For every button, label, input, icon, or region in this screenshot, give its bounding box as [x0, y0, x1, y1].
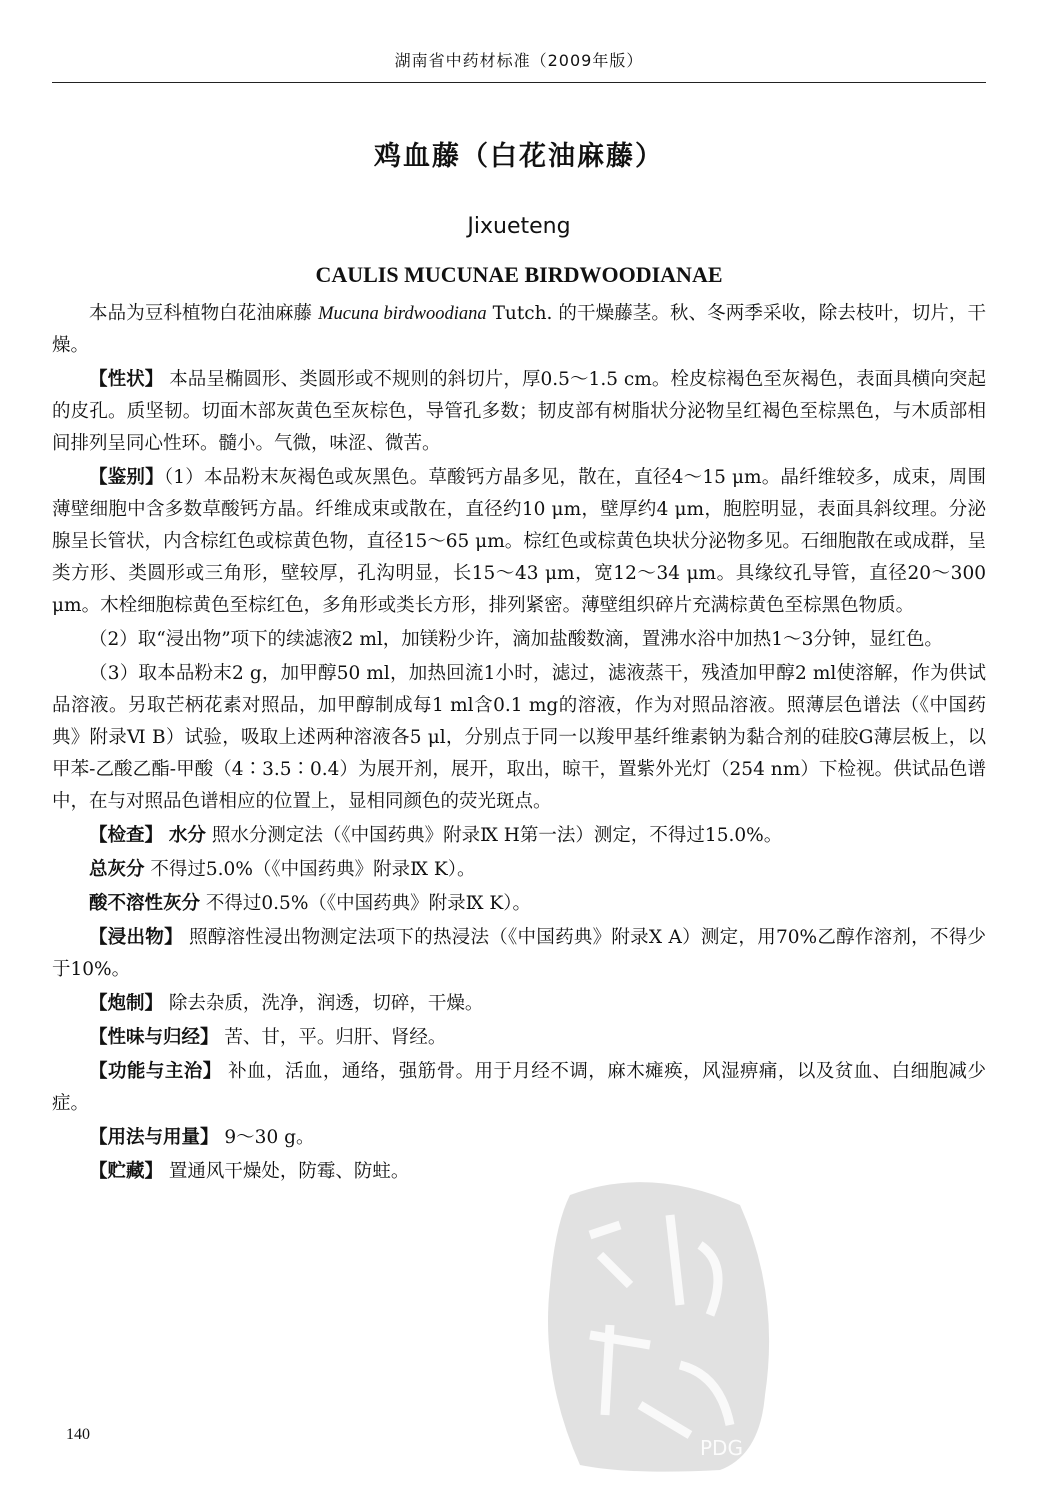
section-yongfa — [52, 1122, 986, 1154]
section-label: 【贮藏】 — [89, 1161, 164, 1182]
section-text: 补血，活血，通络，强筋骨。用于月经不调，麻木瘫痪，风湿痹痛，以及贫血、白细胞减少症。 — [52, 1061, 986, 1114]
section-jiancha — [52, 820, 986, 852]
pinyin-name: Jixueteng — [467, 214, 571, 239]
watermark-label: PDG — [700, 1436, 743, 1460]
jiancha-suanhuifen — [52, 888, 986, 920]
section-label: 【功能与主治】 — [89, 1061, 222, 1082]
running-header: 湖南省中药材标准（2009年版） — [394, 51, 644, 70]
jianbie-paragraph-3: （3）取本品粉末2 g，加甲醇50 ml，加热回流1小时，滤过，滤液蒸干，残渣加甲醇2 ml使溶解，作为供试品溶液。另取芒柄花素对照品，加甲醇制成每1 ml含0.1 mg的溶液，作为对照品溶液。照薄层色谱法（《中国药典》附录Ⅵ B）试验，吸取上述两种溶液各5 μl，分别点于同一以羧甲基纤维素钠为黏合剂的硅胶G薄层板上，以甲苯-乙酸乙酯-甲酸（4∶3.5∶0.4）为展开剂，展开，取出，晾干，置紫外光灯（254 nm）下检视。供试品色谱中，在与对照品色谱相应的位置上，显相同颜色的荧光斑点。 — [52, 663, 986, 812]
section-text: 照醇溶性浸出物测定法项下的热浸法（《中国药典》附录Ⅹ A）测定，用70%乙醇作溶剂，不得少于10%。 — [52, 927, 986, 980]
section-label: 【炮制】 — [89, 993, 164, 1014]
section-label: 【用法与用量】 — [89, 1127, 219, 1148]
subsection-label: 酸不溶性灰分 — [89, 893, 201, 914]
subsection-label: 总灰分 — [89, 859, 145, 880]
latin-name: CAULIS MUCUNAE BIRDWOODIANAE — [315, 262, 723, 287]
monograph-title: 鸡血藤（白花油麻藤） — [374, 141, 664, 172]
section-text: 苦、甘，平。归肝、肾经。 — [224, 1027, 447, 1048]
jiancha-zonghuifen — [52, 854, 986, 886]
section-jianbie — [52, 462, 986, 622]
section-label: 【检查】 — [89, 825, 164, 846]
section-text: 除去杂质，洗净，润透，切碎，干燥。 — [168, 993, 484, 1014]
section-text: 不得过0.5%（《中国药典》附录Ⅸ K）。 — [205, 893, 531, 914]
page-number: 140 — [66, 1426, 90, 1443]
intro-text-end: Tutch. 的干燥藤茎。秋、冬两季采收，除去枝叶，切片，干燥。 — [52, 303, 986, 356]
section-xingwei — [52, 1022, 986, 1054]
section-paozhi — [52, 988, 986, 1020]
intro-text: 本品为豆科植物白花油麻藤 — [89, 303, 319, 324]
section-text: 本品呈椭圆形、类圆形或不规则的斜切片，厚0.5～1.5 cm。栓皮棕褐色至灰褐色，表面具横向突起的皮孔。质坚韧。切面木部灰黄色至灰棕色，导管孔多数；韧皮部有树脂状分泌物呈红褐色至棕黑色，与木质部相间排列呈同心性环。髓小。气微，味涩、微苦。 — [52, 369, 986, 454]
section-label: 【浸出物】 — [89, 927, 183, 948]
section-gongneng — [52, 1056, 986, 1120]
jianbie-paragraph-2: （2）取“浸出物”项下的续滤液2 ml，加镁粉少许，滴加盐酸数滴，置沸水浴中加热1～3分钟，显红色。 — [89, 629, 943, 650]
section-text: （1）本品粉末灰褐色或灰黑色。草酸钙方晶多见，散在，直径4～15 μm。晶纤维较多，成束，周围薄壁细胞中含多数草酸钙方晶。纤维成束或散在，直径约10 μm，壁厚约4 μm，胞腔明显，表面具斜纹理。分泌腺呈长管状，内含棕红色或棕黄色物，直径15～65 μm。棕红色或棕黄色块状分泌物多见。石细胞散在或成群，呈类方形、类圆形或三角形，壁较厚，孔沟明显，长15～43 μm，宽12～34 μm。具缘纹孔导管，直径20～300 μm。木栓细胞棕黄色至棕红色，多角形或类长方形，排列紧密。薄壁组织碎片充满棕黄色至棕黑色物质。 — [52, 467, 986, 616]
section-label: 【性状】 — [89, 369, 164, 390]
section-label: 【性味与归经】 — [89, 1027, 219, 1048]
section-text: 置通风干燥处，防霉、防蛀。 — [168, 1161, 410, 1182]
section-text: 照水分测定法（《中国药典》附录Ⅸ H第一法）测定，不得过15.0%。 — [211, 825, 783, 846]
section-xingzhuang — [52, 364, 986, 460]
section-text: 9～30 g。 — [224, 1127, 315, 1148]
subsection-label: 水分 — [168, 825, 206, 846]
section-label: 【鉴别】 — [89, 467, 164, 488]
header-rule — [52, 82, 986, 83]
intro-paragraph — [52, 298, 986, 362]
section-zhucang — [52, 1156, 986, 1188]
seal-watermark — [530, 1175, 790, 1475]
section-jinchuwu — [52, 922, 986, 986]
species-name: Mucuna birdwoodiana — [318, 304, 487, 324]
section-text: 不得过5.0%（《中国药典》附录Ⅸ K）。 — [150, 859, 476, 880]
monograph-body — [52, 298, 986, 1190]
